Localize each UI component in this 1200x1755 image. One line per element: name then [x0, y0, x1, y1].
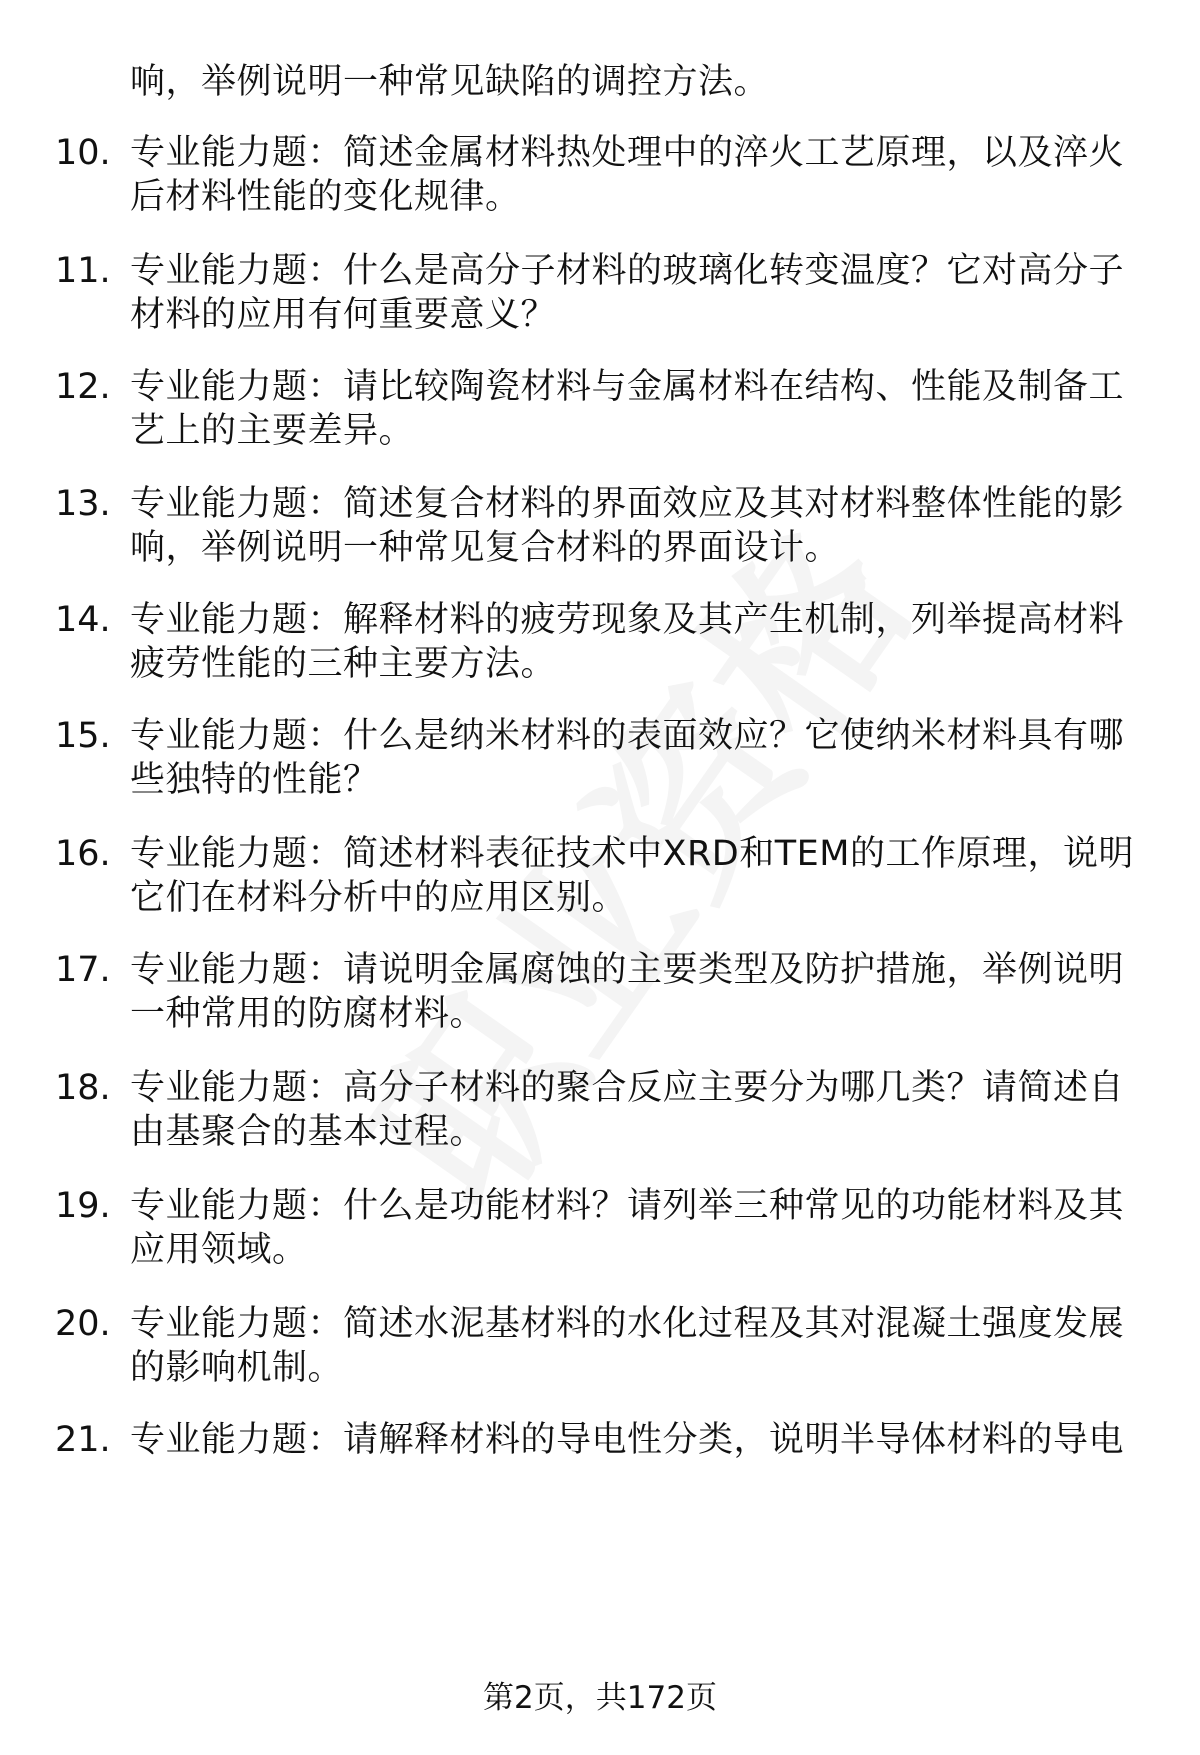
item-text-line2: 些独特的性能？ [130, 760, 379, 800]
item-number: 21. [55, 1420, 111, 1460]
item-text-line2: 由基聚合的基本过程。 [130, 1112, 486, 1152]
item-text-line2: 它们在材料分析中的应用区别。 [130, 878, 628, 918]
item-text-line2: 艺上的主要差异。 [130, 411, 415, 451]
item-number: 18. [55, 1068, 111, 1108]
item-text-line1: 专业能力题：简述复合材料的界面效应及其对材料整体性能的影 [130, 484, 1125, 524]
item-text-line2: 应用领域。 [130, 1230, 308, 1270]
item-text-line1: 专业能力题：请解释材料的导电性分类，说明半导体材料的导电 [130, 1420, 1125, 1460]
item-number: 16. [55, 834, 111, 874]
item-number: 17. [55, 950, 111, 990]
item-number: 11. [55, 251, 111, 291]
item-text-line2: 的影响机制。 [130, 1348, 344, 1388]
item-text-line1: 专业能力题：简述金属材料热处理中的淬火工艺原理，以及淬火 [130, 133, 1125, 173]
item-text-line1: 专业能力题：解释材料的疲劳现象及其产生机制，列举提高材料 [130, 600, 1125, 640]
item-number: 15. [55, 716, 111, 756]
item-text-line1: 专业能力题：什么是纳米材料的表面效应？它使纳米材料具有哪 [130, 716, 1125, 756]
item-text-line1: 专业能力题：什么是功能材料？请列举三种常见的功能材料及其 [130, 1186, 1125, 1226]
item-number: 12. [55, 367, 111, 407]
item-number: 20. [55, 1304, 111, 1344]
item-text-line2: 后材料性能的变化规律。 [130, 177, 521, 217]
continuation-line: 响，举例说明一种常见缺陷的调控方法。 [130, 62, 770, 102]
item-text-line2: 一种常用的防腐材料。 [130, 994, 486, 1034]
item-text-line2: 材料的应用有何重要意义？ [130, 295, 557, 335]
item-text-line1: 专业能力题：请说明金属腐蚀的主要类型及防护措施，举例说明 [130, 950, 1125, 990]
item-text-line1: 专业能力题：简述材料表征技术中XRD和TEM的工作原理，说明 [130, 834, 1134, 874]
item-number: 19. [55, 1186, 111, 1226]
item-text-line1: 专业能力题：简述水泥基材料的水化过程及其对混凝土强度发展 [130, 1304, 1125, 1344]
item-text-line2: 疲劳性能的三种主要方法。 [130, 644, 557, 684]
item-text-line1: 专业能力题：高分子材料的聚合反应主要分为哪几类？请简述自 [130, 1068, 1125, 1108]
item-number: 14. [55, 600, 111, 640]
item-number: 13. [55, 484, 111, 524]
page-footer: 第2页，共172页 [483, 1680, 717, 1716]
item-text-line2: 响，举例说明一种常见复合材料的界面设计。 [130, 528, 841, 568]
item-text-line1: 专业能力题：什么是高分子材料的玻璃化转变温度？它对高分子 [130, 251, 1125, 291]
item-number: 10. [55, 133, 111, 173]
item-text-line1: 专业能力题：请比较陶瓷材料与金属材料在结构、性能及制备工 [130, 367, 1125, 407]
